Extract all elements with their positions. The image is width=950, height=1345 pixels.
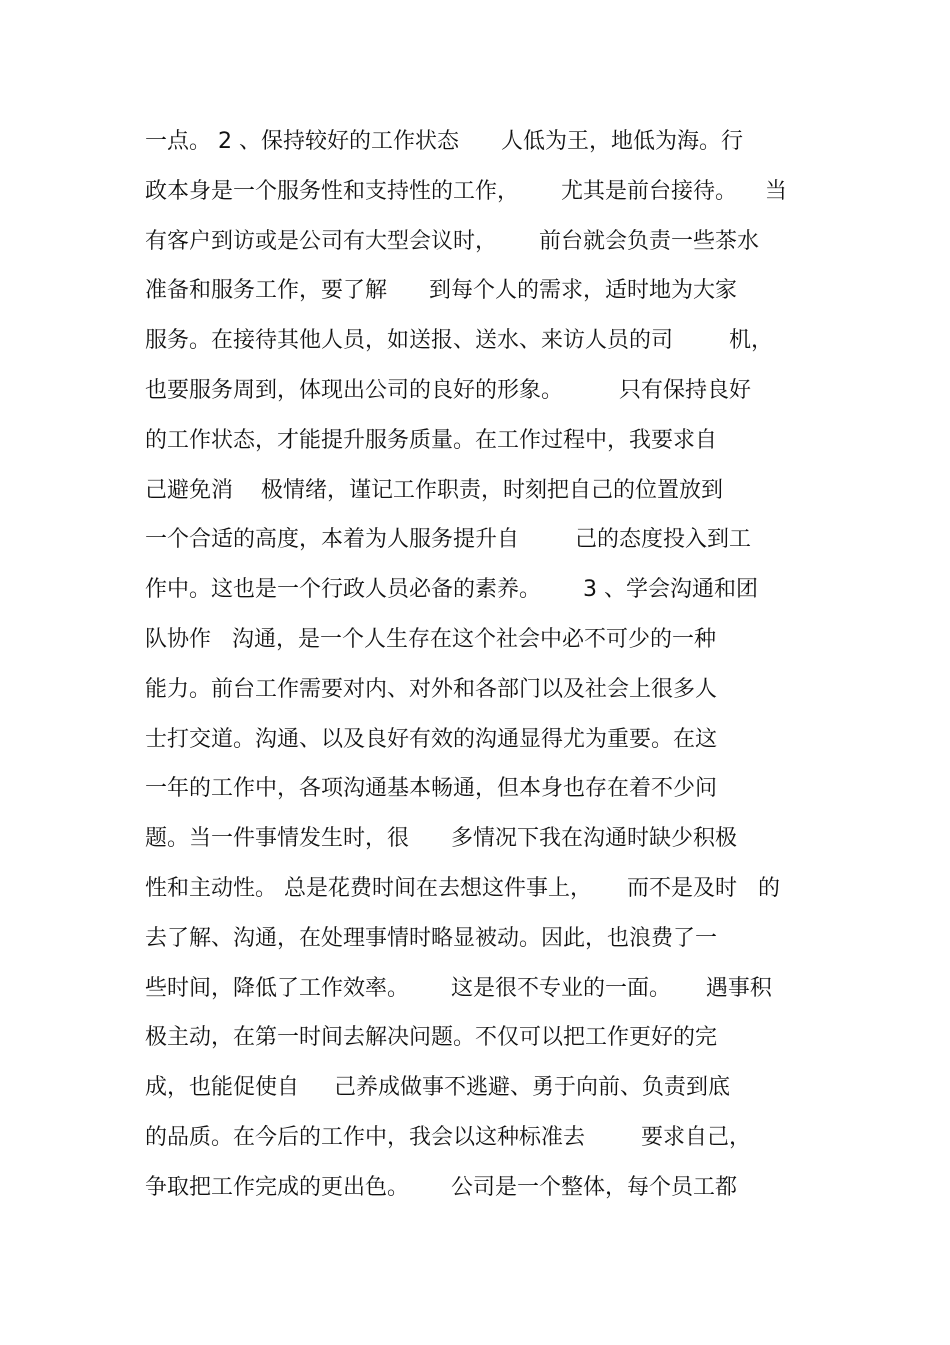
text-line: 己避免消 极情绪，谨记工作职责，时刻把自己的位置放到	[145, 477, 723, 503]
text-line: 的工作状态，才能提升服务质量。在工作过程中，我要求自	[145, 427, 718, 453]
text-line: 服务。在接待其他人员，如送报、送水、来访人员的司 机，	[145, 328, 773, 354]
text-line: 极主动，在第一时间去解决问题。不仅可以把工作更好的完	[145, 1025, 718, 1051]
text-line: 有客户到访或是公司有大型会议时， 前台就会负责一些茶水	[145, 228, 759, 254]
text-line: 的品质。在今后的工作中，我会以这种标准去 要求自己，	[145, 1124, 751, 1150]
text-line: 些时间，降低了工作效率。 这是很不专业的一面。 遇事积	[145, 975, 772, 1001]
text-line: 政本身是一个服务性和支持性的工作， 尤其是前台接待。 当	[145, 178, 787, 204]
text-line: 成，也能促使自 己养成做事不逃避、勇于向前、负责到底	[145, 1075, 730, 1101]
text-line: 准备和服务工作，要了解 到每个人的需求，适时地为大家	[145, 278, 737, 304]
text-line: 士打交道。沟通、以及良好有效的沟通显得尤为重要。在这	[145, 726, 718, 752]
text-line: 作中。这也是一个行政人员必备的素养。 3 、学会沟通和团	[145, 577, 758, 603]
text-line: 一个合适的高度，本着为人服务提升自 己的态度投入到工	[145, 527, 751, 553]
text-line: 队协作 沟通，是一个人生存在这个社会中必不可少的一种	[145, 626, 716, 652]
text-line: 能力。前台工作需要对内、对外和各部门以及社会上很多人	[145, 676, 718, 702]
text-line: 去了解、沟通，在处理事情时略显被动。因此，也浪费了一	[145, 925, 718, 951]
text-line: 也要服务周到，体现出公司的良好的形象。 只有保持良好	[145, 377, 751, 403]
text-line: 一年的工作中，各项沟通基本畅通，但本身也存在着不少问	[145, 776, 718, 802]
text-line: 题。当一件事情发生时，很 多情况下我在沟通时缺少积极	[145, 826, 737, 852]
body-text	[145, 117, 825, 1213]
text-line: 争取把工作完成的更出色。 公司是一个整体，每个员工都	[145, 1174, 737, 1200]
text-line: 性和主动性。 总是花费时间在去想这件事上， 而不是及时 的	[145, 875, 780, 901]
text-line: 一点。 2 、保持较好的工作状态 人低为王，地低为海。行	[145, 129, 743, 154]
